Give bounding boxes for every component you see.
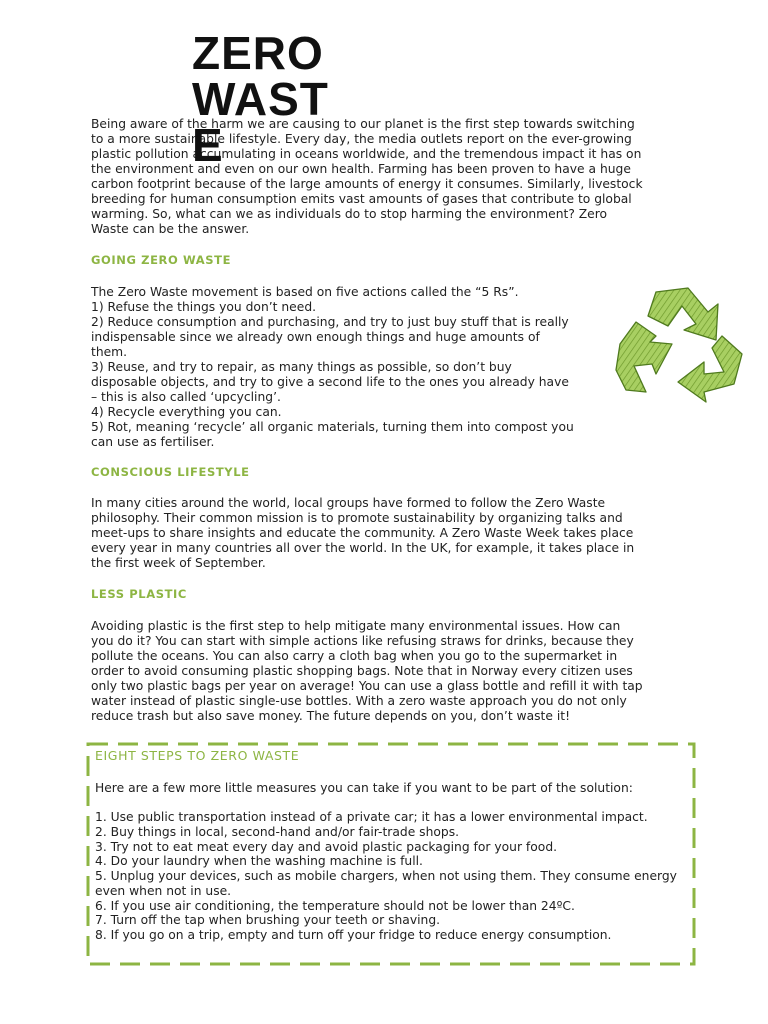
list-item: 7. Turn off the tap when brushing your teeth or shaving. bbox=[95, 913, 441, 928]
recycle-symbol-graphic bbox=[612, 282, 750, 408]
steps-list bbox=[95, 810, 690, 943]
steps-intro: Here are a few more little measures you can take if you want to be part of the solution: bbox=[95, 781, 633, 795]
section-body-less-plastic: Avoiding plastic is the first step to help mitigate many environmental issues. How can you do it? You can start with simple actions like refusing straws for drinks, because they pollute the oceans. You can also carry a cloth bag when you go to the supermarket in order to avoid consuming plastic shopping bags. Note that in Norway every citizen uses only two plastic bags per year on average! You can use a glass bottle and refill it with tap water instead of plastic single-use bottles. With a zero waste approach you do not only reduce trash but also save money. The future depends on you, don’t waste it! bbox=[91, 619, 643, 723]
list-item: 4. Do your laundry when the washing machine is full. bbox=[95, 854, 423, 869]
recycle-icon bbox=[612, 282, 750, 412]
section-heading-conscious-lifestyle: CONSCIOUS LIFESTYLE bbox=[91, 465, 250, 479]
eight-steps-box bbox=[86, 742, 696, 966]
section-heading-going-zero-waste: GOING ZERO WASTE bbox=[91, 253, 232, 267]
intro-paragraph: Being aware of the harm we are causing to our planet is the first step towards switching to a more sustainable lifestyle. Every day, the media outlets report on the ever-growing plastic pollution accumulating in oceans worldwide, and the tremendous impact it has on the environment and even on our own health. Farming has been proven to have a huge carbon footprint because of the large amounts of energy it consumes. Similarly, livestock breeding for human consumption emits vast amounts of gases that contribute to global warming. So, what can we as individuals do to stop harming the environment? Zero Waste can be the answer. bbox=[91, 117, 643, 236]
list-item: 5. Unplug your devices, such as mobile chargers, when not using them. They consume energy even when not in use. bbox=[95, 869, 677, 898]
list-item: 3. Try not to eat meat every day and avoid plastic packaging for your food. bbox=[95, 839, 558, 854]
steps-heading: EIGHT STEPS TO ZERO WASTE bbox=[95, 748, 300, 763]
list-item: 2. Buy things in local, second-hand and/or fair-trade shops. bbox=[95, 824, 460, 839]
section-body-going-zero-waste: The Zero Waste movement is based on five actions called the “5 Rs”. 1) Refuse the things you don’t need. 2) Reduce consumption and purchasing, and try to just buy stuff that is really indispensable since we already own enough things and huge amounts of them. 3) Reuse, and try to repair, as many things as possible, so don’t buy disposable objects, and try to give a second life to the ones you already have – this is also called ‘upcycling’. 4) Recycle everything you can. 5) Rot, meaning ‘recycle’ all organic materials, turning them into compost you can use as fertiliser. bbox=[91, 285, 574, 449]
section-heading-less-plastic: LESS PLASTIC bbox=[91, 587, 187, 601]
section-body-conscious-lifestyle: In many cities around the world, local groups have formed to follow the Zero Waste philosophy. Their common mission is to promote sustainability by organizing talks and meet-ups to share insights and educate the community. A Zero Waste Week takes place every year in many countries all over the world. In the UK, for example, it takes place in the first week of September. bbox=[91, 496, 635, 570]
list-item: 6. If you use air conditioning, the temperature should not be lower than 24ºC. bbox=[95, 898, 575, 913]
page-title: ZERO WASTE bbox=[192, 27, 329, 171]
list-item: 1. Use public transportation instead of a private car; it has a lower environmental impact. bbox=[95, 810, 648, 824]
list-item: 8. If you go on a trip, empty and turn off your fridge to reduce energy consumption. bbox=[95, 928, 612, 942]
